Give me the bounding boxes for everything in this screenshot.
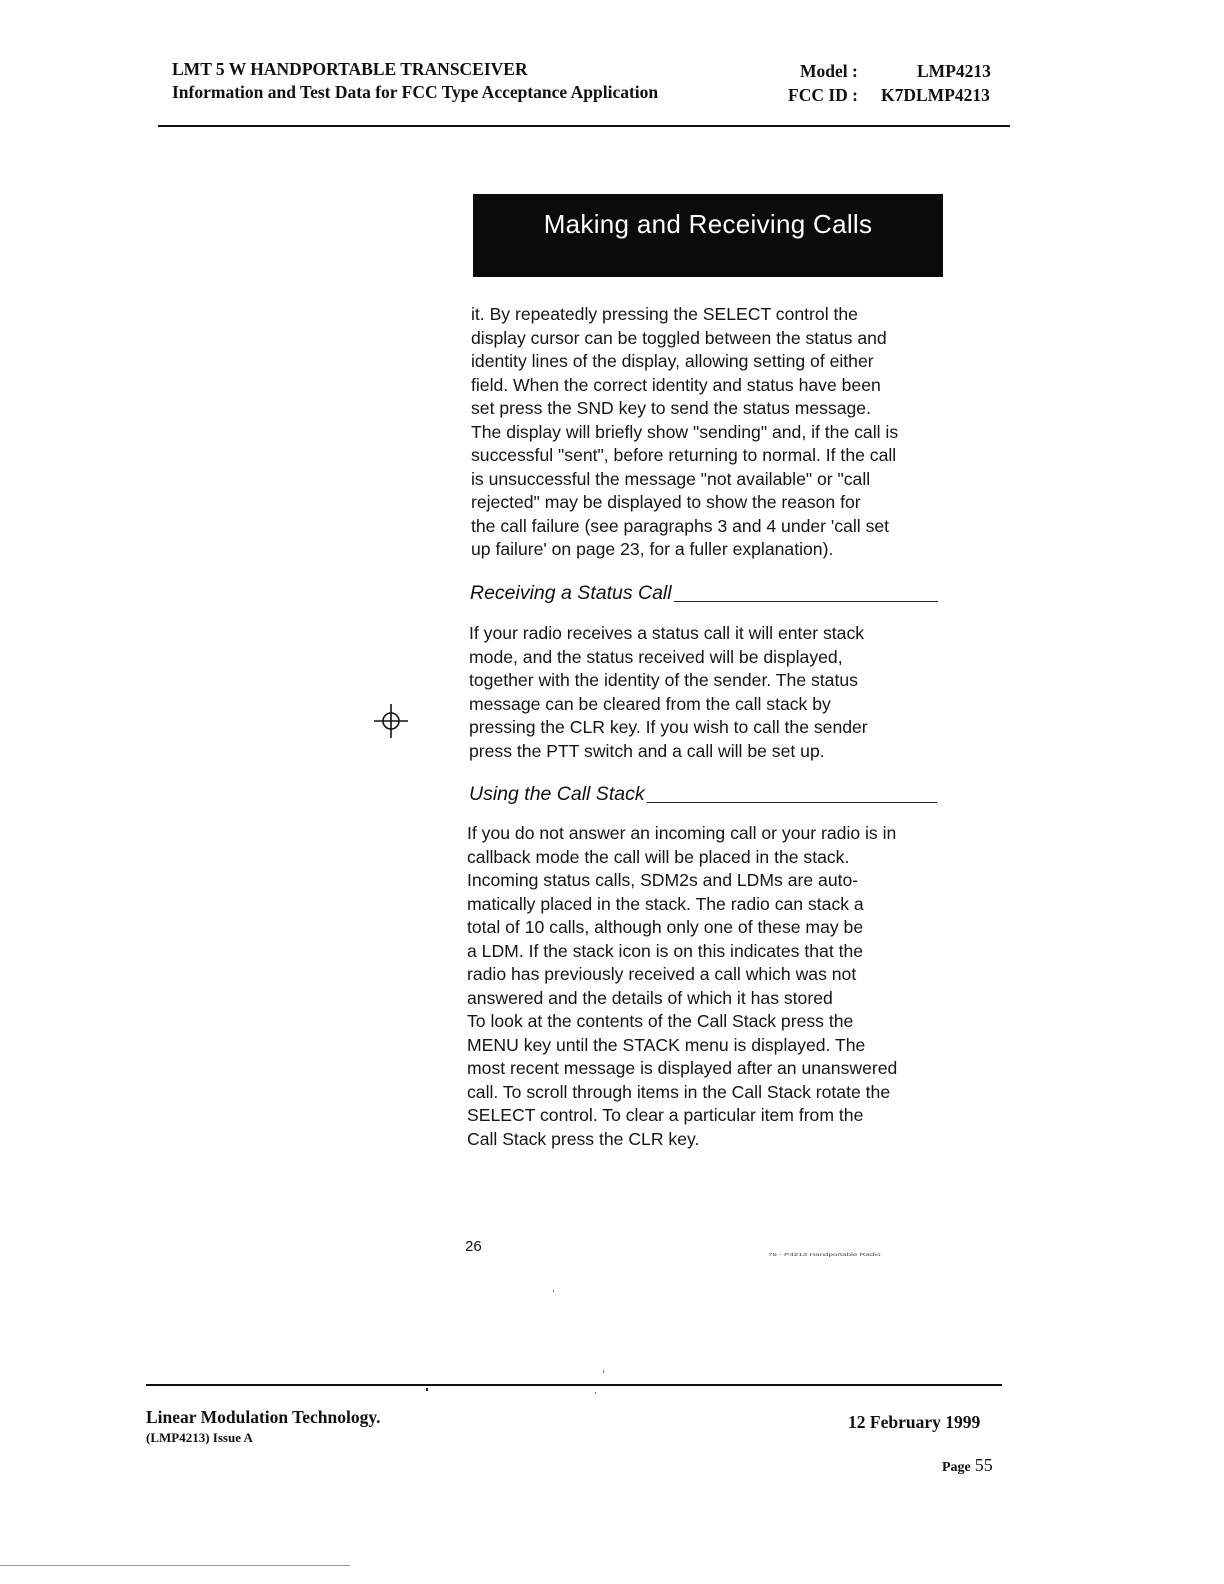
text-line: answered and the details of which it has stored [467,987,833,1008]
scan-speck [553,1290,554,1292]
receiving-status-call-paragraph [469,622,868,763]
issue-label: (LMP4213) Issue A [146,1430,253,1445]
text-line: SELECT control. To clear a particular item from the [467,1105,864,1125]
text-line: mode, and the status received will be displayed, [469,646,843,667]
model-label: Model : [800,61,858,81]
scan-edge-line [0,1565,350,1566]
text-line: up failure' on page 23, for a fuller explanation). [471,539,834,559]
text-line: message can be cleared from the call stack by [469,693,831,714]
section-heading-receiving-status-call [470,582,938,605]
section-heading-using-call-stack [469,783,937,806]
scan-speck [426,1388,428,1391]
text-line: The display will briefly show "sending" and, if the call is [471,421,899,442]
heading-rule [647,802,937,803]
scan-speck [595,1392,596,1394]
text-line: To look at the contents of the Call Stack press the [467,1011,854,1031]
company-name: Linear Modulation Technology. [146,1407,381,1427]
document-subtitle: Information and Test Data for FCC Type Acceptance Application [172,82,659,102]
text-line: If you do not answer an incoming call or your radio is in [467,823,897,843]
header-rule [158,125,1010,127]
text-line: it. By repeatedly pressing the SELECT control the [471,304,858,324]
text-line: together with the identity of the sender. The status [469,670,858,690]
text-line: a LDM. If the stack icon is on this indicates that the [467,940,864,961]
manual-doc-reference: 75 - P4213 Handportable Radio [768,1252,881,1257]
text-line: rejected" may be displayed to show the reason for [471,492,861,512]
intro-paragraph [471,303,898,562]
text-line: pressing the CLR key. If you wish to call the sender [469,717,868,737]
text-line: field. When the correct identity and status have been [471,374,881,395]
text-line: call. To scroll through items in the Call Stack rotate the [467,1081,891,1102]
fcc-id-value: K7DLMP4213 [881,85,990,105]
text-line: the call failure (see paragraphs 3 and 4 under 'call set [471,515,890,536]
page-number: 55 [974,1455,993,1475]
page-indicator [942,1455,993,1476]
text-line: radio has previously received a call which was not [467,964,857,984]
manual-page-number: 26 [465,1238,482,1255]
text-line: successful "sent", before returning to normal. If the call [471,445,897,465]
section-heading-text: Using the Call Stack [469,783,645,805]
text-line: Call Stack press the CLR key. [467,1128,700,1149]
text-line: matically placed in the stack. The radio can stack a [467,893,864,914]
heading-rule [674,601,938,602]
text-line: display cursor can be toggled between the status and [471,327,887,348]
document-date: 12 February 1999 [848,1412,981,1432]
text-line: set press the SND key to send the status message. [471,398,871,418]
page-label: Page [942,1460,971,1475]
fcc-id-label: FCC ID : [788,85,858,105]
text-line: most recent message is displayed after an unanswered [467,1058,898,1078]
registration-mark-icon [372,702,410,740]
text-line: MENU key until the STACK menu is displayed. The [467,1034,866,1055]
section-banner [473,194,943,277]
text-line: total of 10 calls, although only one of these may be [467,917,864,937]
section-banner-title: Making and Receiving Calls [543,209,873,239]
footer-rule [146,1384,1002,1386]
text-line: Incoming status calls, SDM2s and LDMs are auto- [467,870,859,890]
model-value: LMP4213 [917,61,991,81]
text-line: is unsuccessful the message "not available" or "call [471,468,871,489]
scan-speck [603,1370,604,1373]
text-line: callback mode the call will be placed in the stack. [467,846,850,867]
text-line: identity lines of the display, allowing setting of either [471,351,874,371]
text-line: If your radio receives a status call it will enter stack [469,623,865,643]
text-line: press the PTT switch and a call will be set up. [469,740,825,761]
document-title: LMT 5 W HANDPORTABLE TRANSCEIVER [172,59,528,79]
using-call-stack-paragraph [467,822,897,1151]
section-heading-text: Receiving a Status Call [470,582,672,604]
